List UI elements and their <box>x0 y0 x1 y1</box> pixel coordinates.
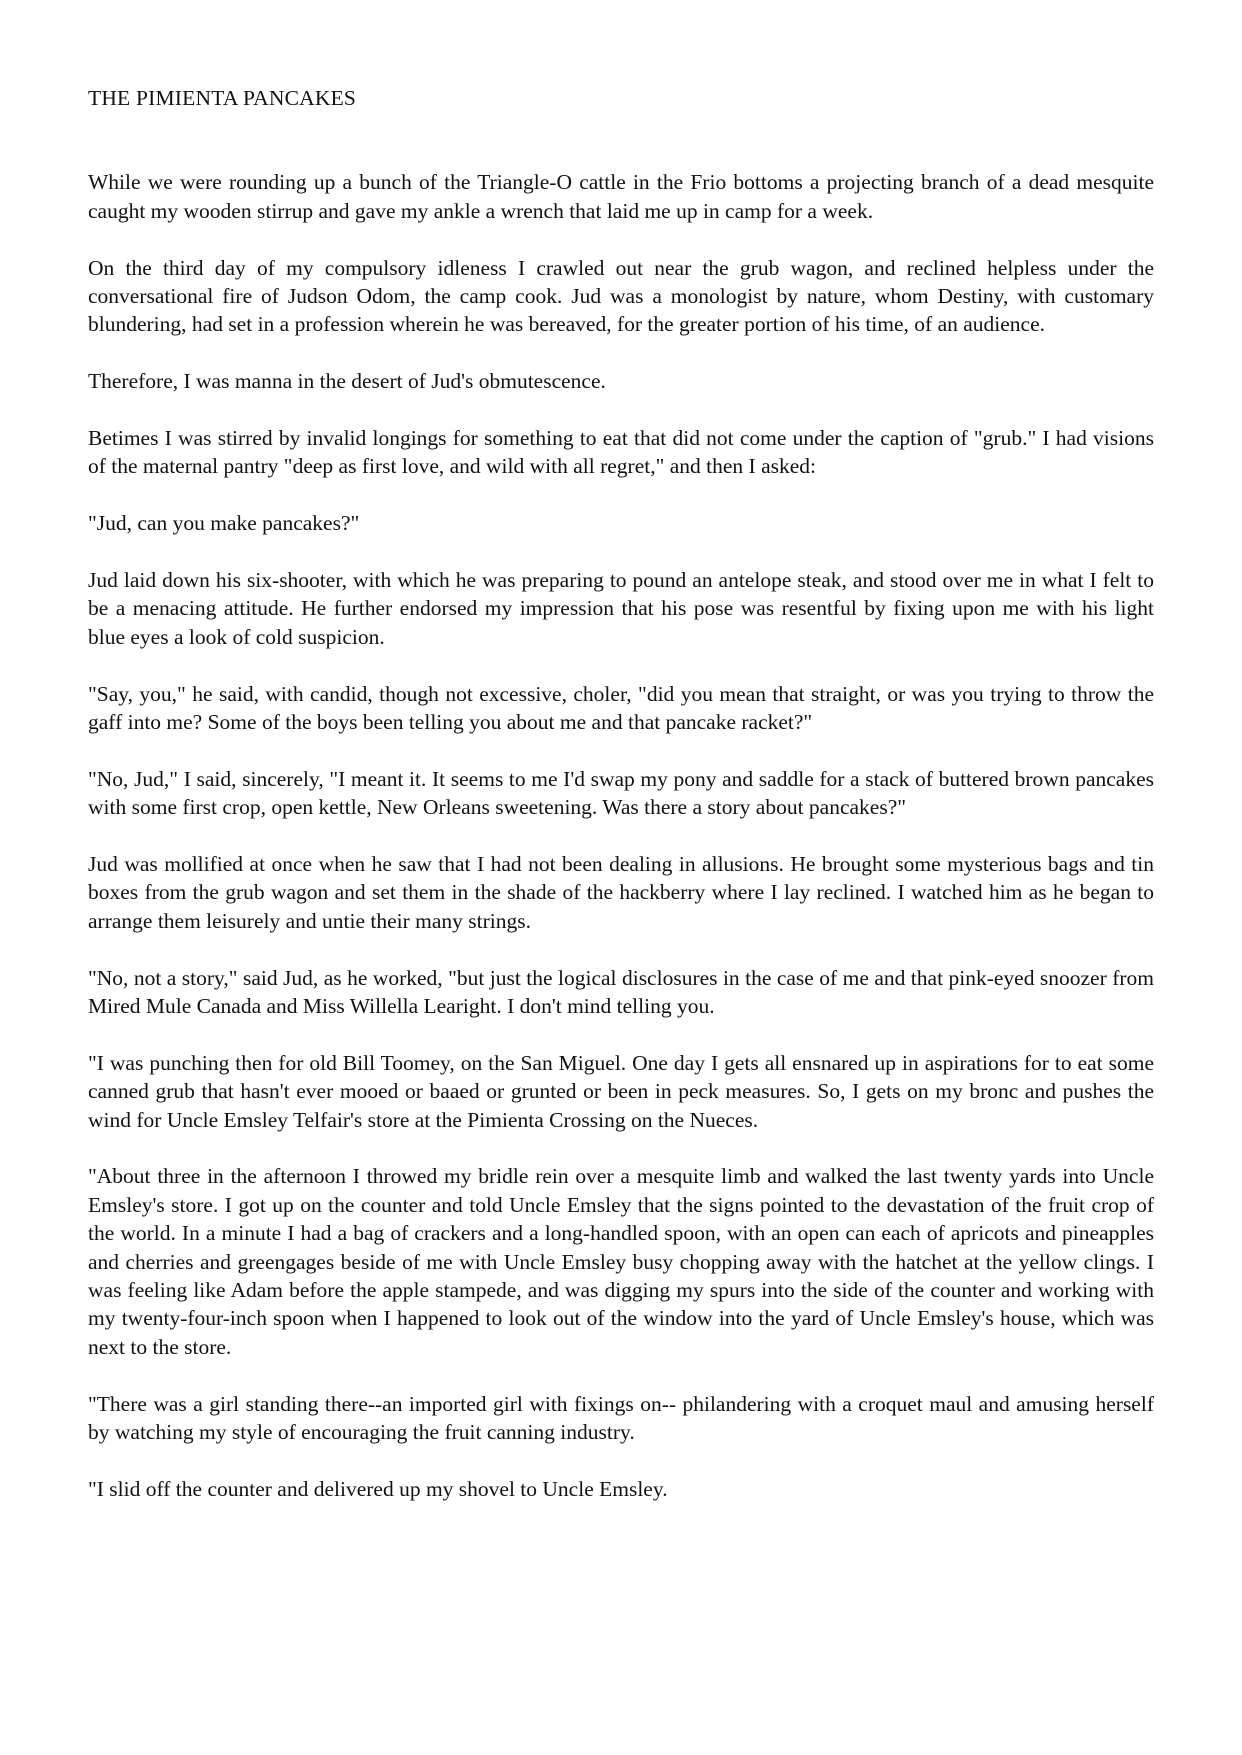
paragraph-12: "About three in the afternoon I throwed my bridle rein over a mesquite limb and walked the last twenty yards into Uncle Emsley's store. I got up on the counter and told Uncle Emsley that the signs pointed to the devastation of the fruit crop of the world. In a minute I had a bag of crackers and a long-handled spoon, with an open can each of apricots and pineapples and cherries and greengages beside of me with Uncle Emsley busy chopping away with the hatchet at the yellow clings. I was feeling like Adam before the apple stampede, and was digging my spurs into the side of the counter and working with my twenty-four-inch spoon when I happened to look out of the window into the yard of Uncle Emsley's house, which was next to the store. <box>88 1164 1154 1359</box>
paragraph-13: "There was a girl standing there--an imported girl with fixings on-- philandering with a croquet maul and amusing herself by watching my style of encouraging the fruit canning industry. <box>88 1391 1154 1445</box>
paragraph-10: "No, not a story," said Jud, as he worked, "but just the logical disclosures in the case of me and that pink-eyed snoozer from Mired Mule Canada and Miss Willella Learight. I don't mind telling you. <box>88 965 1154 1019</box>
paragraph-4: Betimes I was stirred by invalid longings for something to eat that did not come under the caption of "grub." I had visions of the maternal pantry "deep as first love, and wild with all regret," and then I asked: <box>88 426 1154 479</box>
paragraph-6: Jud laid down his six-shooter, with which he was preparing to pound an antelope steak, and stood over me in what I felt to be a menacing attitude. He further endorsed my impression that his pose was resentful by fixing upon me with his light blue eyes a look of cold suspicion. <box>88 568 1154 649</box>
paragraph-5: "Jud, can you make pancakes?" <box>88 511 360 536</box>
paragraph-1: While we were rounding up a bunch of the Triangle-O cattle in the Frio bottoms a projecting branch of a dead mesquite caught my wooden stirrup and gave my ankle a wrench that laid me up in camp for a week. <box>88 170 1154 223</box>
paragraph-3: Therefore, I was manna in the desert of Jud's obmutescence. <box>88 369 606 394</box>
paragraph-11: "I was punching then for old Bill Toomey, on the San Miguel. One day I gets all ensnared up in aspirations for to eat some canned grub that hasn't ever mooed or baaed or grunted or been in peck measures. So, I gets on my bronc and pushes the wind for Uncle Emsley Telfair's store at the Pimienta Crossing on the Nueces. <box>88 1050 1154 1132</box>
document-title: THE PIMIENTA PANCAKES <box>88 86 357 110</box>
paragraph-2: On the third day of my compulsory idleness I crawled out near the grub wagon, and reclined helpless under the conversational fire of Judson Odom, the camp cook. Jud was a monologist by nature, whom Destiny, with customary blundering, had set in a profession wherein he was bereaved, for the greater portion of his time, of an audience. <box>88 255 1154 337</box>
paragraph-8: "No, Jud," I said, sincerely, "I meant it. It seems to me I'd swap my pony and saddle for a stack of buttered brown pancakes with some first crop, open kettle, New Orleans sweetening. Was there a story about pancakes?" <box>88 766 1154 820</box>
document-page <box>88 84 1154 1532</box>
paragraph-14: "I slid off the counter and delivered up my shovel to Uncle Emsley. <box>88 1476 668 1501</box>
paragraph-7: "Say, you," he said, with candid, though not excessive, choler, "did you mean that straight, or was you trying to throw the gaff into me? Some of the boys been telling you about me and that pancake racket?" <box>88 681 1154 735</box>
paragraph-9: Jud was mollified at once when he saw that I had not been dealing in allusions. He brought some mysterious bags and tin boxes from the grub wagon and set them in the shade of the hackberry where I lay reclined. I watched him as he began to arrange them leisurely and untie their many strings. <box>88 852 1154 933</box>
